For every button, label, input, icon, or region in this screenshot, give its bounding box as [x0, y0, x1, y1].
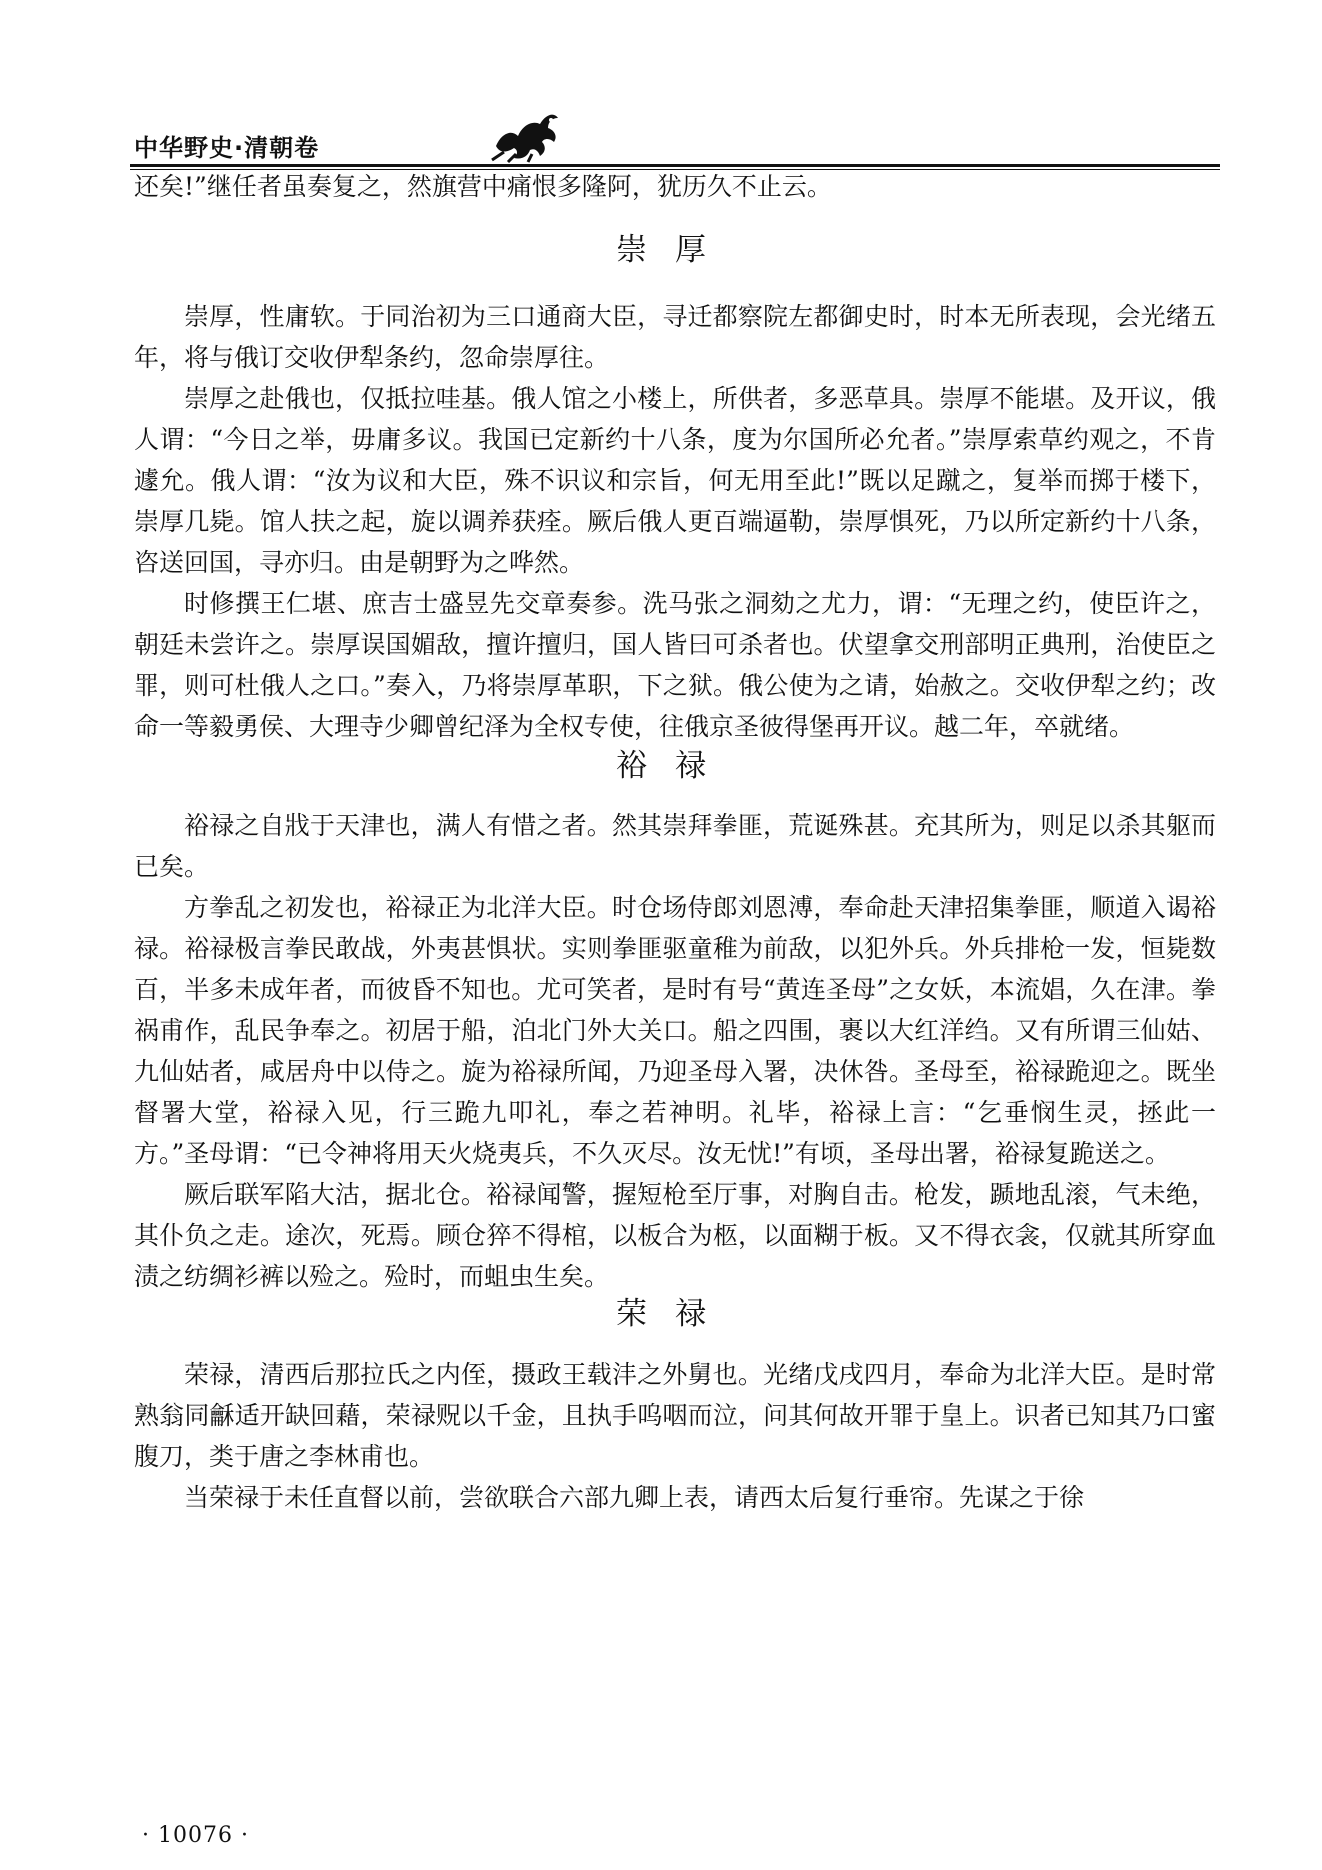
paragraph: 方拳乱之初发也，裕禄正为北洋大臣。时仓场侍郎刘恩溥，奉命赴天津招集拳匪，顺道入谒裕禄。裕禄极言拳民敢战，外夷甚惧状。实则拳匪驱童稚为前敌，以犯外兵。外兵排枪一发，恒毙数百，半多未成年者，而彼昏不知也。尤可笑者，是时有号“黄连圣母”之女妖，本流娼，久在津。拳祸甫作，乱民争奉之。初居于船，泊北门外大关口。船之四围，裹以大红洋绉。又有所谓三仙姑、九仙姑者，咸居舟中以侍之。旋为裕禄所闻，乃迎圣母入署，决休咎。圣母至，裕禄跪迎之。既坐督署大堂，裕禄入见，行三跪九叩礼，奉之若神明。礼毕，裕禄上言：“乞垂悯生灵，拯此一方。”圣母谓：“已令神将用天火烧夷兵，不久灭尽。汝无忧!”有顷，圣母出署，裕禄复跪送之。	[134, 893, 1216, 1168]
paragraph: 裕禄之自戕于天津也，满人有惜之者。然其崇拜拳匪，荒诞殊甚。充其所为，则足以杀其躯而已矣。	[134, 811, 1216, 881]
running-header	[130, 98, 1220, 170]
section-body-yulu	[134, 805, 1216, 1297]
intro-line: 还矣!”继任者虽奏复之，然旗营中痛恨多隆阿，犹历久不止云。	[134, 172, 832, 201]
paragraph: 厥后联军陷大沽，据北仓。裕禄闻警，握短枪至厅事，对胸自击。枪发，踬地乱滚，气未绝，其仆负之走。途次，死焉。顾仓猝不得棺，以板合为柩，以面糊于板。又不得衣衾，仅就其所穿血渍之纺绸衫裤以殓之。殓时，而蛆虫生矣。	[134, 1180, 1216, 1291]
paragraph: 当荣禄于未任直督以前，尝欲联合六部九卿上表，请西太后复行垂帘。先谋之于徐	[184, 1483, 1085, 1512]
section-body-ronglu	[134, 1354, 1216, 1518]
section-title-chonghou: 崇厚	[616, 232, 734, 268]
book-title: 中华野史·清朝卷	[134, 134, 320, 162]
section-body-chonghou	[134, 296, 1216, 747]
dragon-emblem-icon	[488, 102, 564, 166]
page-number: · 10076 ·	[142, 1823, 249, 1848]
intro-text	[134, 166, 1216, 207]
section-title-ronglu: 荣禄	[616, 1296, 734, 1332]
paragraph: 崇厚之赴俄也，仅抵拉哇基。俄人馆之小楼上，所供者，多恶草具。崇厚不能堪。及开议，俄人谓：“今日之举，毋庸多议。我国已定新约十八条，度为尔国所必允者。”崇厚索草约观之，不肯遽允。俄人谓：“汝为议和大臣，殊不识议和宗旨，何无用至此!”既以足蹴之，复举而掷于楼下，崇厚几毙。馆人扶之起，旋以调养获痊。厥后俄人更百端逼勒，崇厚惧死，乃以所定新约十八条，咨送回国，寻亦归。由是朝野为之哗然。	[134, 384, 1216, 577]
paragraph: 时修撰王仁堪、庶吉士盛昱先交章奏参。洗马张之洞劾之尤力，谓：“无理之约，使臣许之，朝廷未尝许之。崇厚误国媚敌，擅许擅归，国人皆曰可杀者也。伏望拿交刑部明正典刑，治使臣之罪，则可杜俄人之口。”奏入，乃将崇厚革职，下之狱。俄公使为之请，始赦之。交收伊犁之约；改命一等毅勇侯、大理寺少卿曾纪泽为全权专使，往俄京圣彼得堡再开议。越二年，卒就绪。	[134, 589, 1216, 741]
paragraph: 荣禄，清西后那拉氏之内侄，摄政王载沣之外舅也。光绪戊戌四月，奉命为北洋大臣。是时常熟翁同龢适开缺回藉，荣禄贶以千金，且执手呜咽而泣，问其何故开罪于皇上。识者已知其乃口蜜腹刀，类于唐之李林甫也。	[134, 1360, 1216, 1471]
paragraph: 崇厚，性庸软。于同治初为三口通商大臣，寻迁都察院左都御史时，时本无所表现，会光绪五年，将与俄订交收伊犁条约，忽命崇厚往。	[134, 302, 1216, 372]
section-title-yulu: 裕禄	[616, 748, 734, 784]
